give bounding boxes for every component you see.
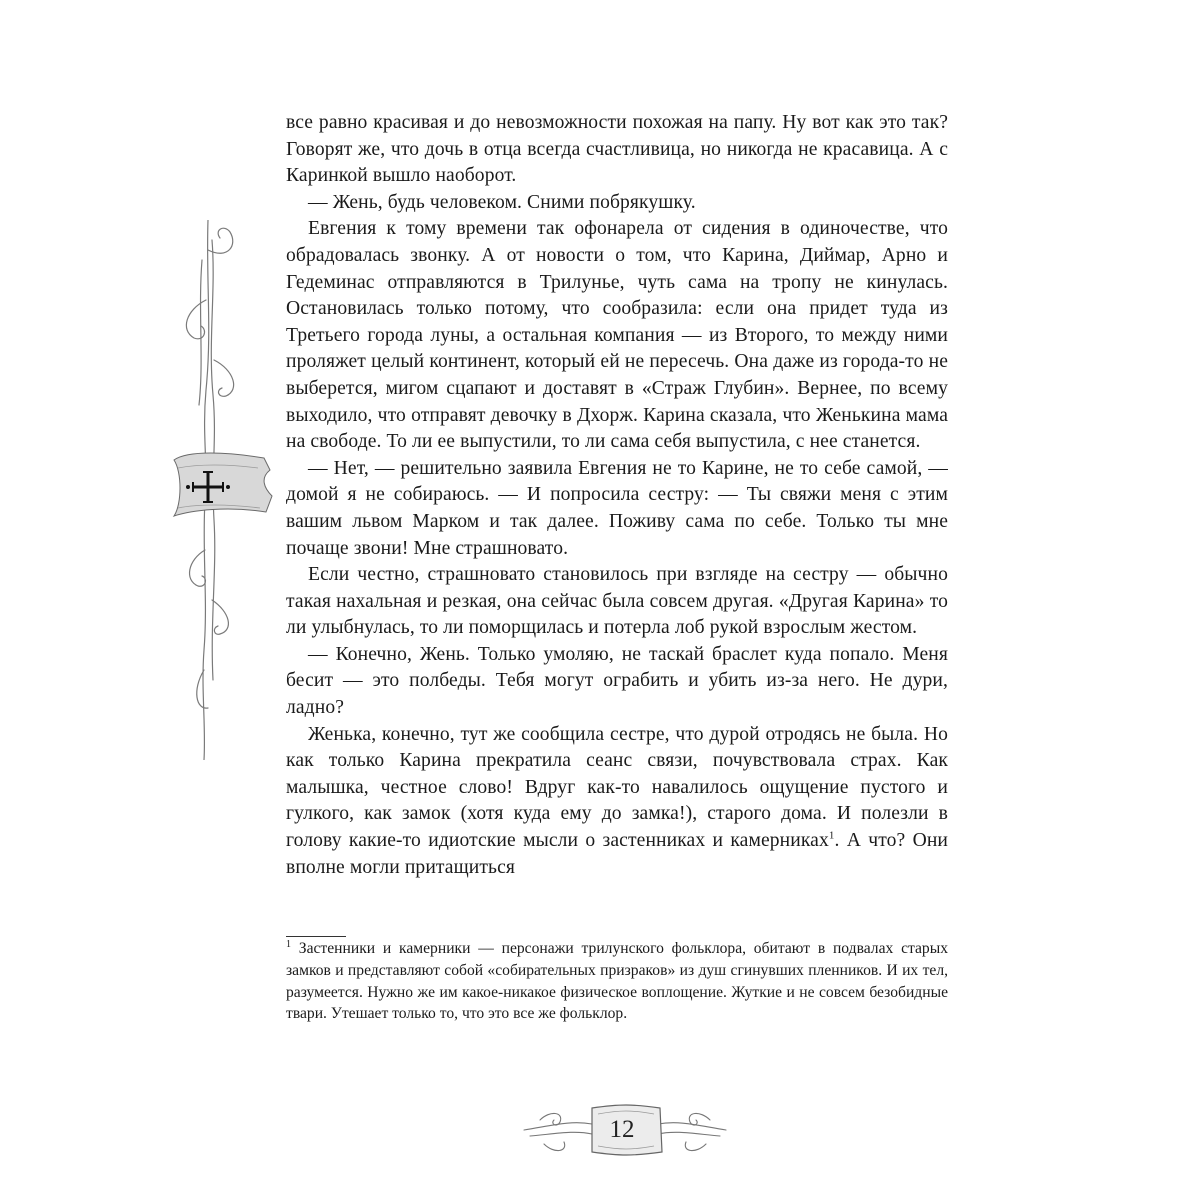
footnote-text: Застенники и камерники — персонажи трилунского фольклора, обитают в подвалах старых замков и представляют собой «собирательных призраков» из душ сгинувших пленников. И их тел, разумеется. Нужно же им какое-никакое физическое воплощение. Жуткие и не совсем безобидные твари. Утешает только то, что это все же фольклор. — [286, 940, 948, 1023]
paragraph-7-tail: . А что? Они вполне могли притащиться — [286, 830, 948, 878]
page-number: 12 — [609, 1116, 635, 1143]
paragraph-5: Если честно, страшновато становилось при взгляде на сестру — обычно такая нахальная и резкая, она сейчас была совсем другая. «Другая Карина» то ли улыбнулась, то ли поморщилась и потерла лоб рукой взрослым жестом. — [286, 564, 948, 639]
paragraph-7 — [286, 722, 948, 882]
paragraph-4: — Нет, — решительно заявила Евгения не то Карине, не то себе самой, — домой я не собираюсь. — И попросила сестру: — Ты свяжи меня с этим вашим львом Марком и так далее. Поживу сама по себе. Только ты мне почаще звони! Мне страшновато. — [286, 457, 948, 559]
paragraph-7-text: Женька, конечно, тут же сообщила сестре, что дурой отродясь не была. Но как только Карина прекратила сеанс связи, почувствовала страх. Как малышка, честное слово! Вдруг как-то навалилось ощущение пустого и гулкого, как замок (хотя куда ему до замка!), старого дома. И полезли в голову какие-то идиотские мысли о застенниках и камерниках — [286, 723, 948, 852]
footnote-mark: 1 — [286, 938, 291, 950]
footnote-divider — [286, 936, 346, 937]
paragraph-6: — Конечно, Жень. Только умоляю, не таскай браслет куда попало. Меня бесит — это полбеды. Тебя могут ограбить и убить из-за него. Не дури, ладно? — [286, 643, 948, 719]
main-text — [286, 110, 948, 881]
paragraph-1: все равно красивая и до невозможности похожая на папу. Ну вот как это так? Говорят же, что дочь в отца всегда счастливица, но никогда не красавица. А с Каринкой вышло наоборот. — [286, 112, 948, 187]
margin-ornament-icon — [168, 220, 278, 760]
paragraph-2: — Жень, будь человеком. Сними побрякушку. — [308, 191, 696, 213]
paragraph-3: Евгения к тому времени так офонарела от сидения в одиночестве, что обрадовалась звонку. А от новости о том, что Карина, Диймар, Арно и Гедеминас отправляются в Трилунье, чуть сама на тропу не кинулась. Остановилась только потому, что сообразила: если она придет туда из Третьего города луны, а остальная компания — из Второго, то между ними проляжет целый континент, который ей не пересечь. Она даже из города-то не выберется, мигом сцапают и доставят в «Страж Глубин». Вернее, по всему выходило, что отправят девочку в Дхорж. Карина сказала, что Женькина мама на свободе. То ли ее выпустили, то ли сама себя выпустила, с нее станется. — [286, 218, 948, 453]
footnote-reference: 1 — [828, 829, 835, 842]
footnote — [286, 938, 948, 1025]
